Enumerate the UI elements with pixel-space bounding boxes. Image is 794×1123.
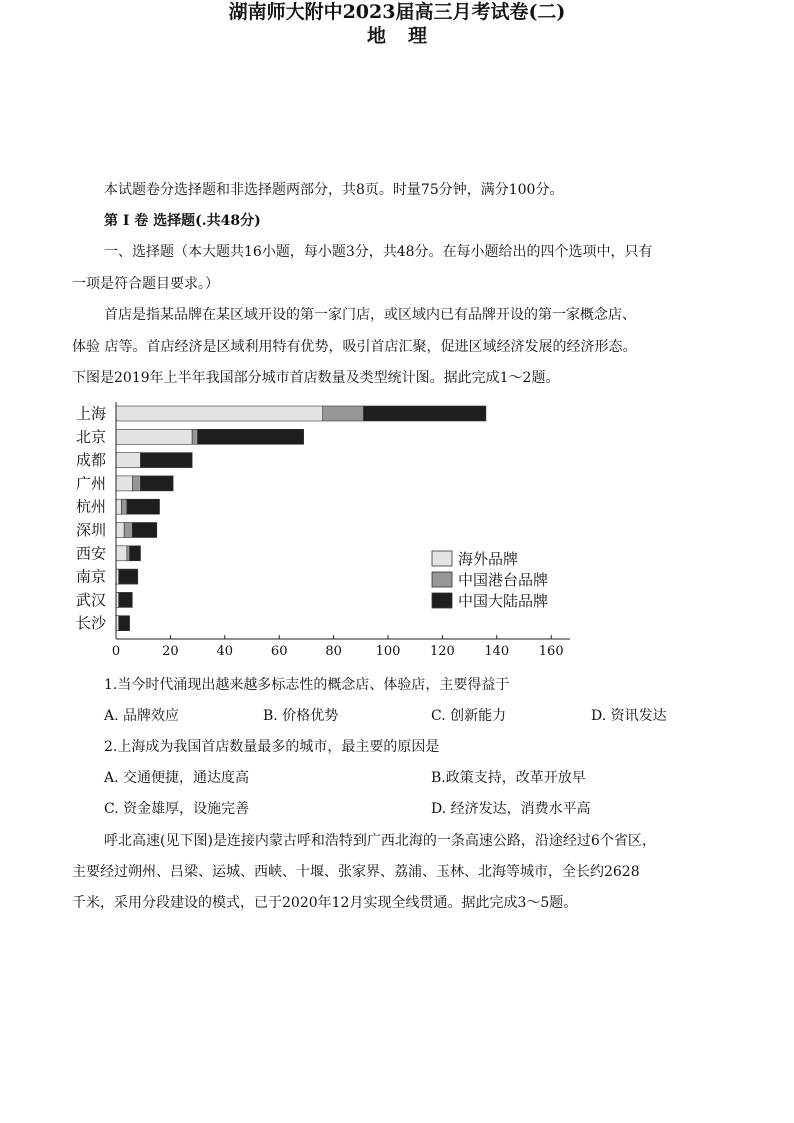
bar-segment <box>132 523 156 538</box>
x-tick-label: 20 <box>162 644 179 659</box>
bar-segment <box>364 406 486 421</box>
question-1-options <box>0 707 794 727</box>
question-2-stem: 2.上海成为我国首店数量最多的城市，最主要的原因是 <box>104 739 440 755</box>
city-label: 北京 <box>76 427 107 446</box>
bar-segment <box>116 499 121 514</box>
city-label: 上海 <box>76 404 107 423</box>
question-2-options-row-1 <box>0 769 794 789</box>
city-label: 南京 <box>76 567 107 586</box>
legend-label: 中国大陆品牌 <box>458 592 549 610</box>
x-tick-label: 120 <box>429 644 455 659</box>
city-label: 深圳 <box>76 521 107 539</box>
x-tick-label: 80 <box>325 644 342 659</box>
bar-segment <box>132 476 140 491</box>
bar-segment <box>124 523 132 538</box>
x-tick-label: 100 <box>375 644 401 659</box>
bar-segment <box>116 476 132 491</box>
legend-swatch <box>432 572 452 587</box>
bar-segment <box>116 523 124 538</box>
q1-option-c[interactable]: C. 创新能力 <box>431 708 507 724</box>
bar-segment <box>116 546 127 561</box>
bar-segment <box>323 406 364 421</box>
bar-segment <box>116 453 140 468</box>
bar-segment <box>119 616 130 631</box>
bar-segment <box>192 429 197 444</box>
first-store-chart <box>70 398 570 660</box>
bar-segment <box>119 569 138 584</box>
city-label: 武汉 <box>76 590 107 609</box>
passage2-line-3: 千米，采用分段建设的模式，已于2020年12月实现全线贯通。据此完成3～5题。 <box>72 895 578 911</box>
q2-option-c[interactable]: C. 资金雄厚，设施完善 <box>104 801 250 817</box>
passage2-line-2: 主要经过朔州、吕梁、运城、西峡、十堰、张家界、荔浦、玉林、北海等城市，全长约2628 <box>72 864 640 880</box>
x-tick-label: 140 <box>484 644 510 659</box>
x-tick-label: 40 <box>216 644 234 659</box>
city-label: 成都 <box>76 451 107 470</box>
q1-option-b[interactable]: B. 价格优势 <box>263 708 339 724</box>
subject-title: 地理 <box>366 25 449 47</box>
instructions-line-2: 一项是符合题目要求。） <box>72 276 219 292</box>
q2-option-a[interactable]: A. 交通便捷，通达度高 <box>104 770 250 786</box>
intro-text: 本试题卷分选择题和非选择题两部分，共8页。时量75分钟，满分100分。 <box>104 182 564 198</box>
bar-segment <box>116 406 323 421</box>
instructions-line-1: 一、选择题（本大题共16小题，每小题3分，共48分。在每小题给出的四个选项中，只有 <box>104 244 653 260</box>
question-2-options-row-2 <box>0 800 794 820</box>
q2-option-d[interactable]: D. 经济发达，消费水平高 <box>431 801 591 817</box>
legend-label: 海外品牌 <box>458 550 519 568</box>
legend-label: 中国港台品牌 <box>458 571 549 589</box>
bar-segment <box>127 499 160 514</box>
bar-segment <box>121 499 126 514</box>
city-label: 杭州 <box>76 497 107 516</box>
x-tick-label: 160 <box>538 644 564 659</box>
q1-option-a[interactable]: A. 品牌效应 <box>104 708 180 724</box>
legend-swatch <box>432 593 452 608</box>
city-label: 广州 <box>76 474 107 493</box>
city-label: 西安 <box>76 544 107 563</box>
passage2-line-1: 呼北高速(见下图)是连接内蒙古呼和浩特到广西北海的一条高速公路，沿途经过6个省区， <box>104 833 656 849</box>
bar-segment <box>116 429 192 444</box>
city-label: 长沙 <box>76 614 107 633</box>
page-title: 湖南师大附中2023届高三月考试卷(二) <box>228 1 566 23</box>
bar-segment <box>140 453 192 468</box>
bar-segment <box>130 546 141 561</box>
bar-segment <box>140 476 173 491</box>
section-heading: 第 I 卷 选择题(.共48分) <box>104 213 261 229</box>
bar-segment <box>127 546 130 561</box>
passage-line-1: 首店是指某品牌在某区域开设的第一家门店，或区域内已有品牌开设的第一家概念店、 <box>104 307 636 323</box>
q1-option-d[interactable]: D. 资讯发达 <box>591 708 667 724</box>
passage-line-2: 体验 店等。首店经济是区域利用特有优势，吸引首店汇聚，促进区域经济发展的经济形态。 <box>72 339 637 355</box>
q2-option-b[interactable]: B.政策支持，改革开放早 <box>431 770 586 786</box>
bar-segment <box>119 592 133 607</box>
x-tick-label: 60 <box>270 644 288 659</box>
x-tick-label: 0 <box>111 644 121 659</box>
passage-line-3: 下图是2019年上半年我国部分城市首店数量及类型统计图。据此完成1～2题。 <box>72 370 560 386</box>
legend-swatch <box>432 551 452 566</box>
question-1-stem: 1.当今时代涌现出越来越多标志性的概念店、体验店，主要得益于 <box>104 677 510 693</box>
bar-segment <box>198 429 304 444</box>
